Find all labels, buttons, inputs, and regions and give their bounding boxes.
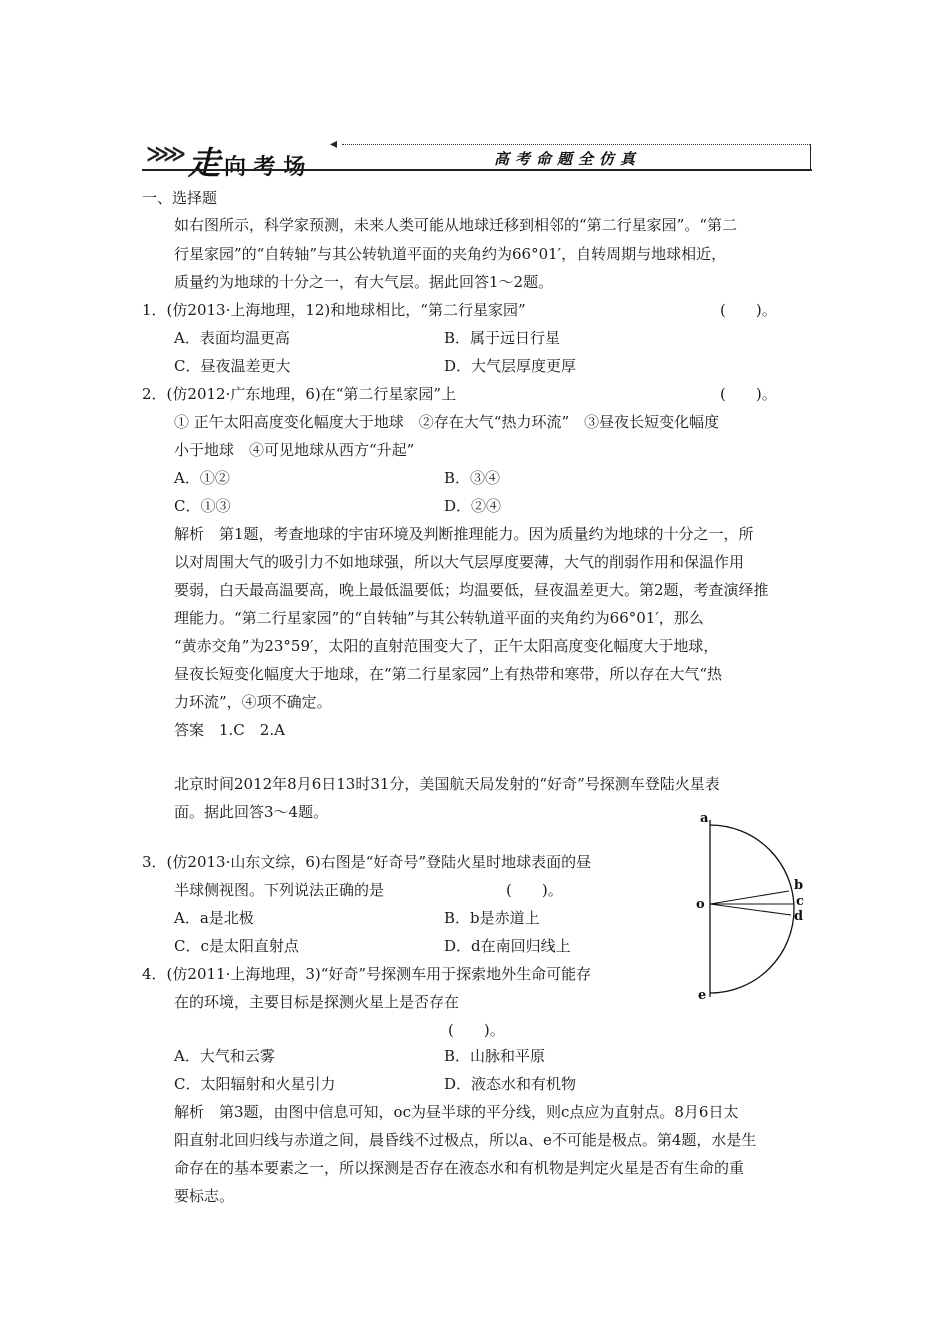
line-od (710, 904, 791, 915)
question-4-option-a: A．大气和云雾 (174, 1047, 275, 1065)
question-3-line-2: 半球侧视图。下列说法正确的是 (174, 881, 385, 899)
question-4-option-d: D．液态水和有机物 (444, 1075, 577, 1093)
banner-right-rule (810, 144, 811, 171)
question-4-option-c: C．太阳辐射和火星引力 (174, 1075, 336, 1093)
question-4-line-2: 在的环境，主要目标是探测火星上是否存在 (174, 993, 460, 1011)
analysis-1-line-2: 以对周围大气的吸引力不如地球强，所以大气层厚度要薄，大气的削弱作用和保温作用 (174, 553, 745, 571)
question-2-statement-1: ① 正午太阳高度变化幅度大于地球 ②存在大气“热力环流” ③昼夜长短变化幅度 (174, 413, 720, 431)
banner-title-rest: 向 考 场 (224, 155, 306, 180)
hemisphere-arc (710, 825, 794, 993)
analysis-2-line-2: 阳直射北回归线与赤道之间，晨昏线不过极点，所以a、e不可能是极点。第4题，水是生 (174, 1131, 757, 1149)
banner-title-first: 走 (188, 144, 221, 182)
label-a: a (700, 811, 709, 826)
question-1-option-d: D．大气层厚度更厚 (444, 357, 577, 375)
question-2-statement-2: 小于地球 ④可见地球从西方“升起” (174, 441, 415, 459)
question-1-option-c: C．昼夜温差更大 (174, 357, 291, 375)
analysis-1-line-3: 要弱，白天最高温要高，晚上最低温要低；均温要低，昼夜温差更大。第2题，考查演绎推 (174, 581, 769, 599)
intro-line-2: 行星家园”的“自转轴”与其公转轨道平面的夹角约为66°01′，自转周期与地球相近， (174, 245, 727, 263)
question-4-line-1: 4．(仿2011·上海地理，3)“好奇”号探测车用于探索地外生命可能存 (142, 965, 592, 983)
arrow-left-icon: ◂ (330, 136, 338, 152)
analysis-2-line-1: 解析 第3题，由图中信息可知，oc为昼半球的平分线，则c点应为直射点。8月6日太 (174, 1103, 739, 1121)
label-c: c (796, 894, 804, 909)
analysis-1-line-6: 昼夜长短变化幅度大于地球，在“第二行星家园”上有热带和寒带，所以存在大气“热 (174, 665, 723, 683)
intro-2-line-1: 北京时间2012年8月6日13时31分，美国航天局发射的“好奇”号探测车登陆火星表 (174, 775, 720, 793)
label-b: b (794, 878, 804, 893)
day-hemisphere-diagram (690, 811, 820, 1005)
label-e: e (698, 988, 707, 1003)
banner-subtitle: 高考命题全仿真 (494, 150, 642, 168)
question-3-blank: ( )。 (506, 881, 563, 899)
intro-line-1: 如右图所示，科学家预测，未来人类可能从地球迁移到相邻的“第二行星家园”。“第二 (174, 216, 738, 234)
banner-title (188, 138, 305, 184)
analysis-1-line-7: 力环流”，④项不确定。 (174, 693, 332, 711)
question-2-stem: 2．(仿2012·广东地理，6)在“第二行星家园”上 (142, 385, 457, 403)
analysis-1-line-4: 理能力。“第二行星家园”的“自转轴”与其公转轨道平面的夹角约为66°01′，那么 (174, 609, 704, 627)
question-1-stem: 1．(仿2013·上海地理，12)和地球相比，“第二行星家园” (142, 301, 526, 319)
intro-2-line-2: 面。据此回答3～4题。 (174, 803, 329, 821)
question-3-option-c: C．c是太阳直射点 (174, 937, 299, 955)
chevron-icon: ≫≫ (146, 142, 181, 167)
line-ob (710, 891, 789, 904)
question-2-option-c: C．①③ (174, 497, 231, 515)
intro-line-3: 质量约为地球的十分之一，有大气层。据此回答1～2题。 (174, 273, 554, 291)
question-3-option-a: A．a是北极 (174, 909, 254, 927)
question-1-blank: ( )。 (720, 301, 777, 319)
question-3-line-1: 3．(仿2013·山东文综，6)右图是“好奇号”登陆火星时地球表面的昼 (142, 853, 592, 871)
question-3-option-d: D．d在南回归线上 (444, 937, 571, 955)
question-2-option-b: B．③④ (444, 469, 501, 487)
analysis-2-line-3: 命存在的基本要素之一，所以探测是否存在液态水和有机物是判定火星是否有生命的重 (174, 1159, 745, 1177)
section-heading: 一、选择题 (142, 189, 218, 207)
label-o: o (696, 897, 705, 912)
analysis-2-line-4: 要标志。 (174, 1187, 235, 1205)
analysis-1-line-1: 解析 第1题，考查地球的宇宙环境及判断推理能力。因为质量约为地球的十分之一，所 (174, 525, 754, 543)
analysis-1-line-5: “黄赤交角”为23°59′，太阳的直射范围变大了，正午太阳高度变化幅度大于地球， (174, 637, 719, 655)
question-2-blank: ( )。 (720, 385, 777, 403)
question-2-option-a: A．①② (174, 469, 230, 487)
question-4-option-b: B．山脉和平原 (444, 1047, 546, 1065)
label-d: d (794, 909, 804, 924)
banner-dotted-rule (342, 144, 810, 145)
answer-1: 答案 1.C 2.A (174, 721, 285, 739)
section-banner (142, 136, 812, 182)
question-1-option-a: A．表面均温更高 (174, 329, 290, 347)
question-3-option-b: B．b是赤道上 (444, 909, 540, 927)
question-4-blank: ( )。 (448, 1021, 505, 1039)
question-2-option-d: D．②④ (444, 497, 502, 515)
banner-bottom-rule (142, 169, 812, 171)
question-1-option-b: B．属于远日行星 (444, 329, 561, 347)
